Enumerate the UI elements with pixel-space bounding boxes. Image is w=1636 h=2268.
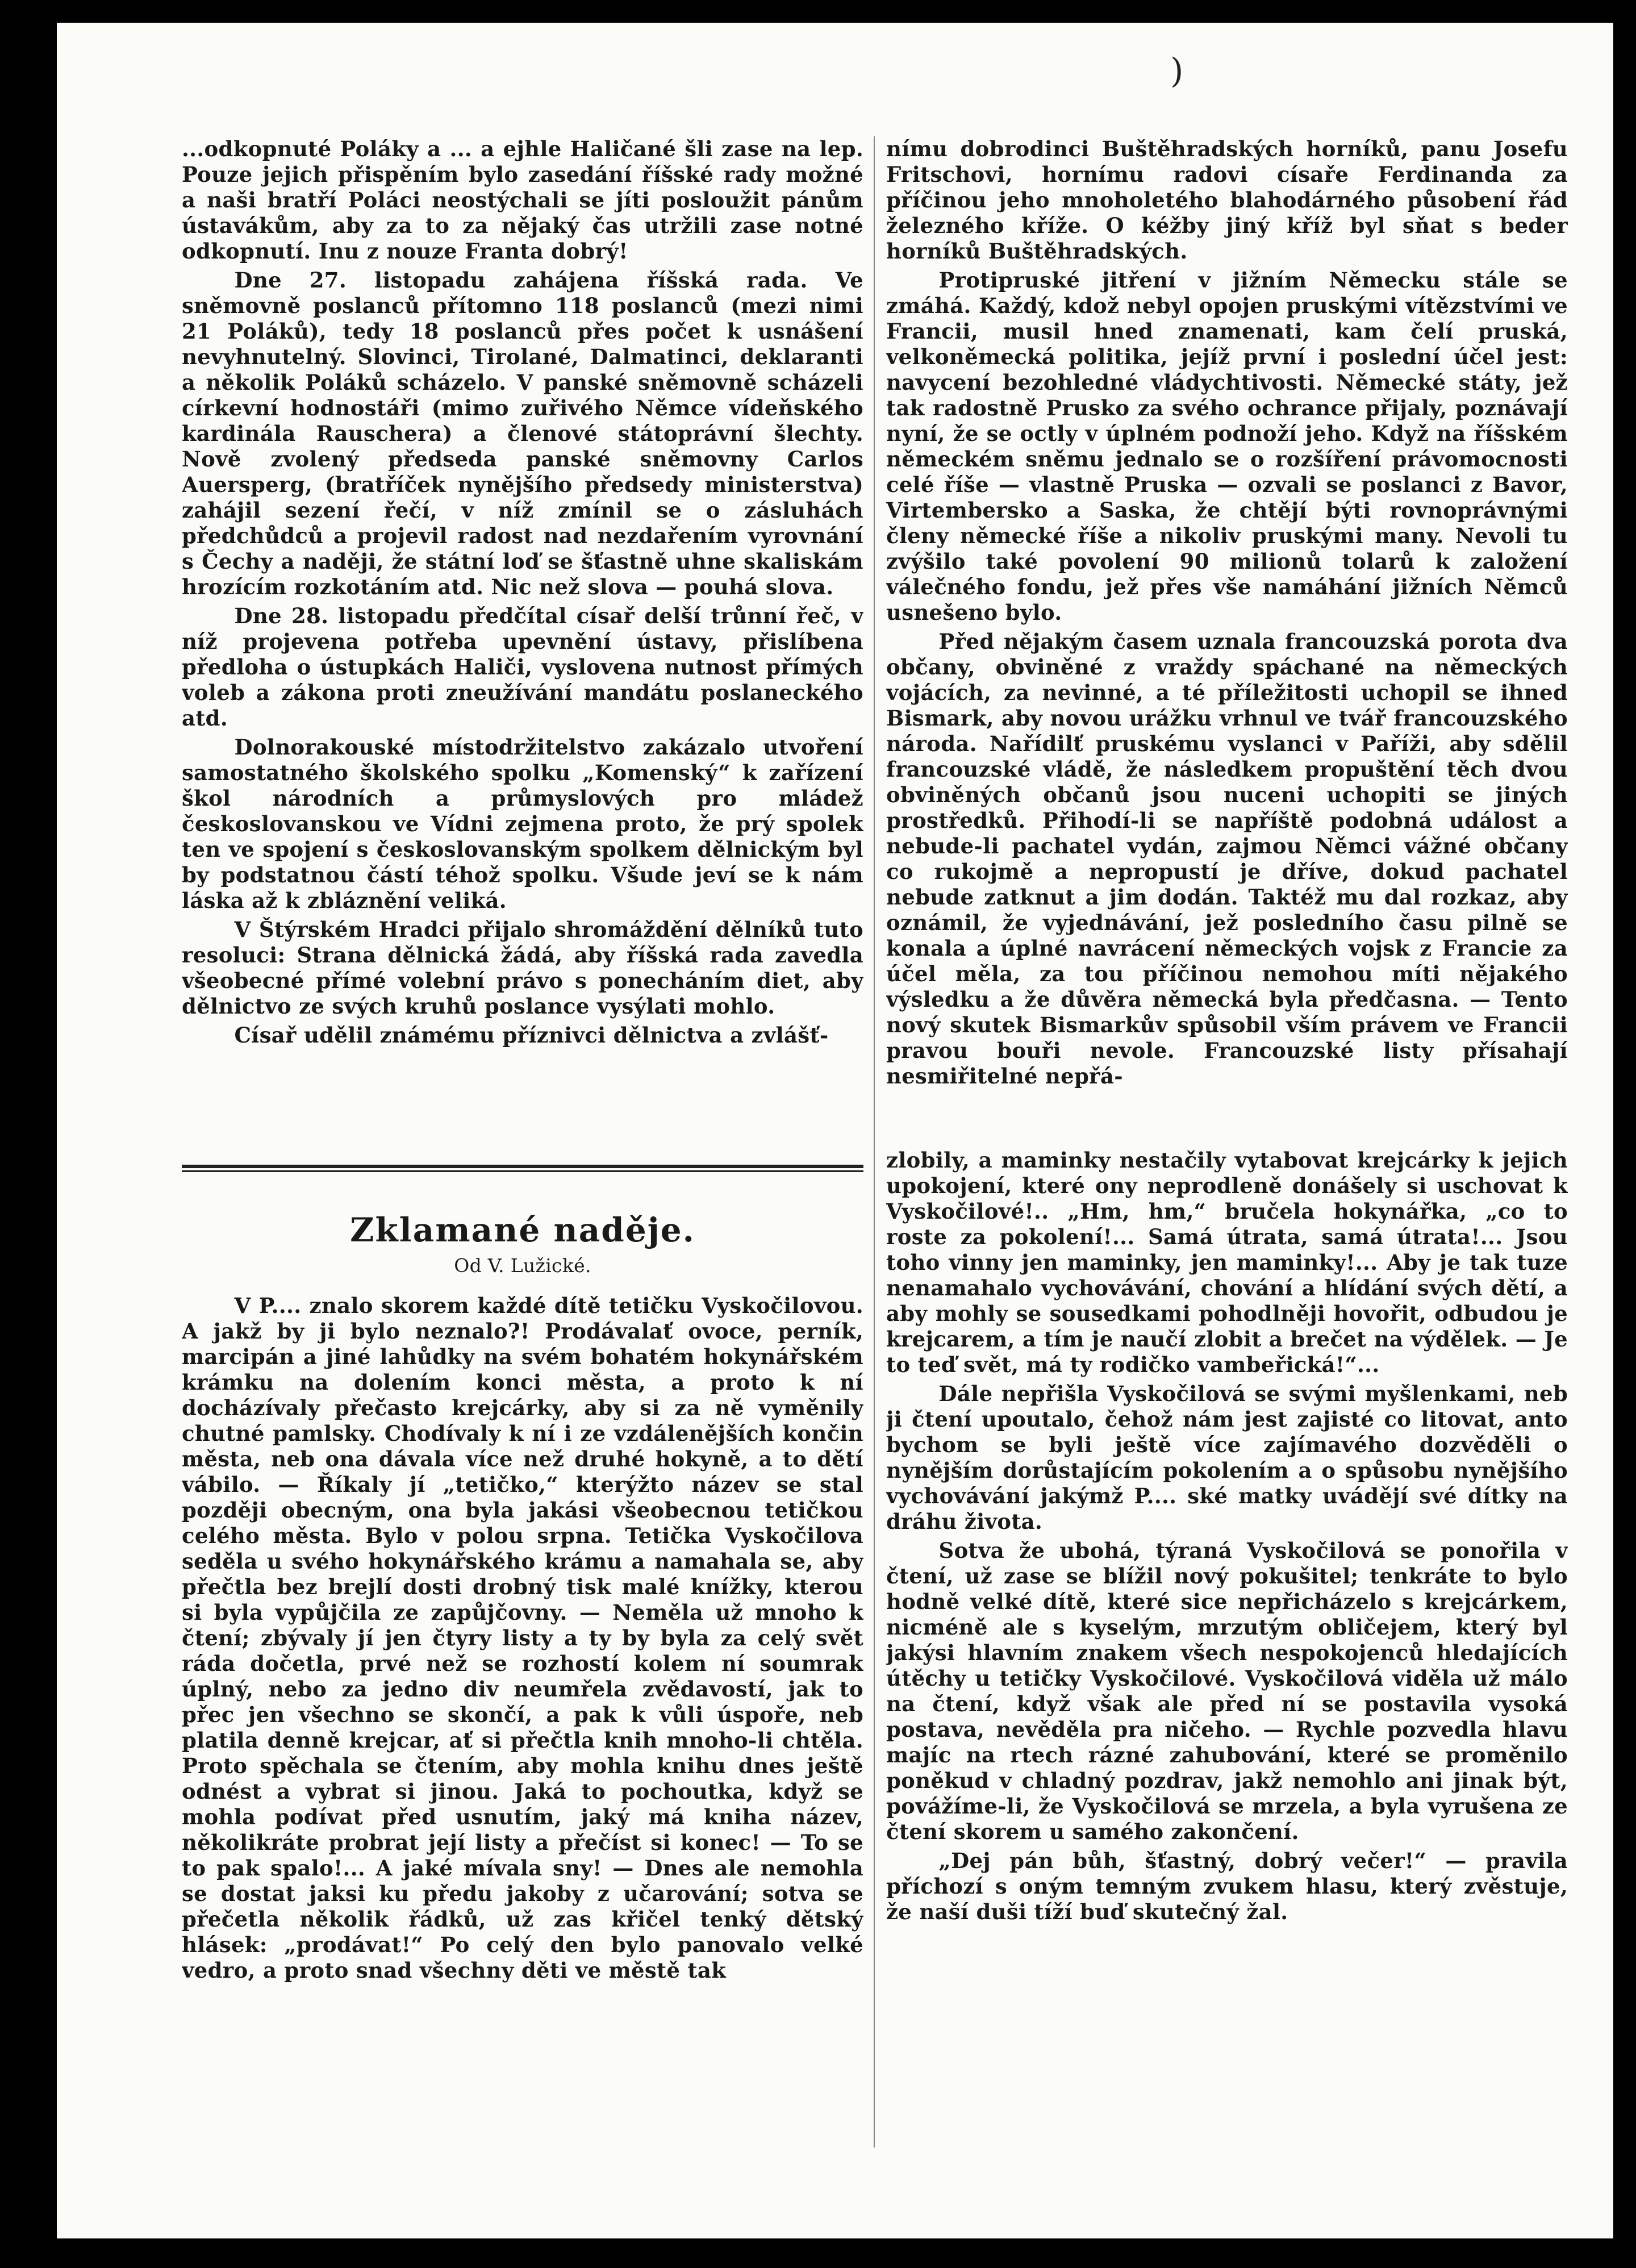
story-column-left	[182, 1199, 863, 2210]
section-divider	[182, 1165, 863, 1172]
news-paragraph: ...odkopnuté Poláky a ... a ejhle Haličané šli zase na lep. Pouze jejich přispěním bylo zasedání říšské rady možné a naši bratří Poláci neostýchali se jíti posloužit pánům ústavákům, aby za to za nějaký čas utržili zase notné odkopnutí. Inu z nouze Franta dobrý!	[182, 136, 863, 264]
article-byline: Od V. Lužické.	[454, 1254, 591, 1277]
story-column-right	[886, 1148, 1568, 2045]
news-paragraph: Před nějakým časem uznala francouzská porota dva občany, obviněné z vraždy spáchané na německých vojácích, za nevinné, a té příležitosti uchopil se ihned Bismark, aby novou urážku vrhnul ve tvář francouzského národa. Nařídilť pruskému vyslanci v Paříži, aby sdělil francouzské vládě, že následkem propuštění těch dvou obviněných občanů jsou nuceni uchopiti se jiných prostředků. Přihodí-li se napříště podobná událost a nebude-li pachatel vydán, zajmou Němci vážné občany co rukojmě a nepropustí je dříve, dokud pachatel nebude zatknut a jim dodán. Taktéž mu dal rozkaz, aby oznámil, že vyjednávání, jež posledního času pilně se konala a úplné navrácení německých vojsk z Francie za účel měla, za tou příčinou nemohou míti nějakého výsledku a že důvěra německá byla předčasna. — Tento nový skutek Bismarkův spůsobil vším právem ve Francii pravou bouři nevole. Francouzské listy přísahají nesmiřitelné nepřá-	[886, 629, 1568, 1089]
news-paragraph: Protipruské jitření v jižním Německu stále se zmáhá. Každý, kdož nebyl opojen pruskými vítězstvími ve Francii, musil hned znamenati, kam čelí pruská, velkoněmecká politika, jejíž první i poslední účel jest: navycení bezohledné vládychtivosti. Německé státy, jež tak radostně Prusko za svého ochrance přijaly, poznávají nyní, že se octly v úplném podnoží jeho. Když na říšském německém sněmu jednalo se o rozšíření právomocnosti celé říše — vlastně Pruska — ozvali se poslanci z Bavor, Virtembersko a Saska, že chtějí býti rovnoprávnými členy německé říše a nikoliv pruskými many. Nevoli tu zvýšilo také povolení 90 milionů tolarů k založení válečného fondu, jež přes vše namáhání jižních Němců usnešeno bylo.	[886, 268, 1568, 625]
news-paragraph: Dne 27. listopadu zahájena říšská rada. Ve sněmovně poslanců přítomno 118 poslanců (mezi nimi 21 Poláků), tedy 18 poslanců přes počet k usnášení nevyhnutelný. Slovinci, Tirolané, Dalmatinci, deklaranti a několik Poláků scházelo. V panské sněmovně scházeli církevní hodnostáři (mimo zuřivého Němce vídeňského kardinála Rauschera) a členové státoprávní šlechty. Nově zvolený předseda panské sněmovny Carlos Auersperg, (bratříček nynějšího předsedy ministerstva) zahájil sezení řečí, v níž zmínil se o zásluhách předchůdců a projevil radost nad nezdařením vyrovnání s Čechy a naději, že státní loď se šťastně uhne skaliskám hrozícím rozkotáním atd. Nic než slova — pouhá slova.	[182, 268, 863, 599]
column-divider	[874, 136, 875, 2148]
news-paragraph: Dne 28. listopadu předčítal císař delší trůnní řeč, v níž projevena potřeba upevnění ústavy, přislíbena předloha o ústupkách Haliči, vyslovena nutnost přímých voleb a zákona proti zneužívání mandátu poslaneckého atd.	[182, 603, 863, 731]
story-paragraph: Dále nepřišla Vyskočilová se svými myšlenkami, neb ji čtení upoutalo, čehož nám jest zajisté co litovat, anto bychom se byli ještě více zajímavého dozvěděli o nynějším dorůstajícím pokolením a o spůsobu nynějšího vychovávání jakýmž P.... ské matky uvádějí své dítky na dráhu života.	[886, 1381, 1568, 1534]
news-paragraph: V Štýrském Hradci přijalo shromáždění dělníků tuto resoluci: Strana dělnická žádá, aby říšská rada zavedla všeobecné přímé volební právo s ponecháním diet, aby dělnictvo ze svých kruhů poslance vysýlati mohlo.	[182, 917, 863, 1019]
news-paragraph: Císař udělil známému příznivci dělnictva a zvlášť-	[234, 1023, 829, 1048]
news-column-right	[886, 136, 1568, 1148]
story-paragraph: V P.... znalo skorem každé dítě tetičku Vyskočilovou. A jakž by ji bylo neznalo?! Prodávalať ovoce, perník, marcipán a jiné lahůdky na svém bohatém hokynářském krámku na dolením konci města, a proto k ní docházívaly přečasto krejcárky, aby si za ně vyměnily chutné pamlsky. Chodívaly k ní i ze vzdálenějších končin města, neb ona dávala více než druhé hokyně, a to dětí vábilo. — Říkaly jí „tetičko,“ kterýžto název se stal později obecným, ona byla jakási všeobecnou tetičkou celého města. Bylo v polou srpna. Tetička Vyskočilova seděla u svého hokynářského krámu a namahala se, aby přečtla bez brejlí dosti drobný tisk malé knížky, kterou si byla vypůjčila ze zapůjčovny. — Neměla už mnoho k čtení; zbývaly jí jen čtyry listy a ty by byla za celý svět ráda dočetla, prvé než se rozhostí kolem ní soumrak úplný, nebo za jedno div neumřela zvědavostí, jak to přec jen všechno se skončí, a pak k vůli úspoře, neb platila denně krejcar, ať si přečtla knih mnoho-li chtěla. Proto spěchala se čtením, aby mohla knihu dnes ještě odnést a vybrat si jinou. Jaká to pochoutka, když se mohla podívat před usnutím, jaký má kniha název, několikráte probrat její listy a přečíst si konec! — To se to pak spalo!... A jaké mívala sny! — Dnes ale nemohla se dostat jaksi ku předu jakoby z učarování; sotva se přečetla několik řádků, už zas křičel tenký dětský hlásek: „prodávat!“ Po celý den bylo panovalo velké vedro, a proto snad všechny děti ve městě tak	[182, 1293, 863, 1983]
news-column-left	[182, 136, 863, 1148]
newspaper-page	[57, 23, 1613, 2238]
article-title: Zklamané naděje.	[350, 1211, 695, 1249]
news-paragraph: nímu dobrodinci Buštěhradských horníků, panu Josefu Fritschovi, hornímu radovi císaře Ferdinanda za příčinou jeho mnoholetého blahodárného působení řád železného kříže. O kéžby jiný kříž byl sňat s beder horníků Buštěhradských.	[886, 136, 1568, 264]
news-paragraph: Dolnorakouské místodržitelstvo zakázalo utvoření samostatného školského spolku „Komenský“ k zařízení škol národních a průmyslových pro mládež českoslovanskou ve Vídni zejmena proto, že prý spolek ten ve spojení s českoslovanským spolkem dělnickým byl by podstatnou částí téhož spolku. Všude jeví se k nám láska až k zbláznění veliká.	[182, 735, 863, 913]
story-paragraph: zlobily, a maminky nestačily vytabovat krejcárky k jejich upokojení, které ony neprodleně donášely si uschovat k Vyskočilové!.. „Hm, hm,“ bručela hokynářka, „co to roste za pokolení!... Samá útrata, samá útrata!... Jsou toho vinny jen maminky, jen maminky!... Aby je tak tuze nenamahalo vychovávání, chování a hlídání svých dětí, a aby mohly se sousedkami pohodlněji hovořit, odbudou je krejcarem, a tím je naučí zlobit a brečet na výdělek. — Je to teď svět, má ty rodičko vambeřická!“...	[886, 1148, 1568, 1377]
story-paragraph: Sotva že ubohá, týraná Vyskočilová se ponořila v čtení, už zase se blížil nový pokušitel; tenkráte to bylo hodně velké dítě, které sice nepřicházelo s krejcárkem, nicméně ale s kyselým, mrzutým obličejem, který byl jakýsi hlavním znakem všech nespokojenců hledajících útěchy u tetičky Vyskočilové. Vyskočilová viděla už málo na čtení, když však ale před ní se postavila vysoká postava, nevěděla pra ničeho. — Rychle pozvedla hlavu majíc na rtech rázné zahubování, které se proměnilo poněkud v chladný pozdrav, jakž nemohlo ani jinak být, povážíme-li, že Vyskočilová se mrzela, a byla vyrušena ze čtení skorem u samého zakončení.	[886, 1538, 1568, 1844]
story-paragraph: „Dej pán bůh, šťastný, dobrý večer!“ — pravila příchozí s oným temným zvukem hlasu, který zvěstuje, že naší duši tíží buď skutečný žal.	[886, 1848, 1568, 1924]
page-mark: )	[1170, 51, 1184, 91]
